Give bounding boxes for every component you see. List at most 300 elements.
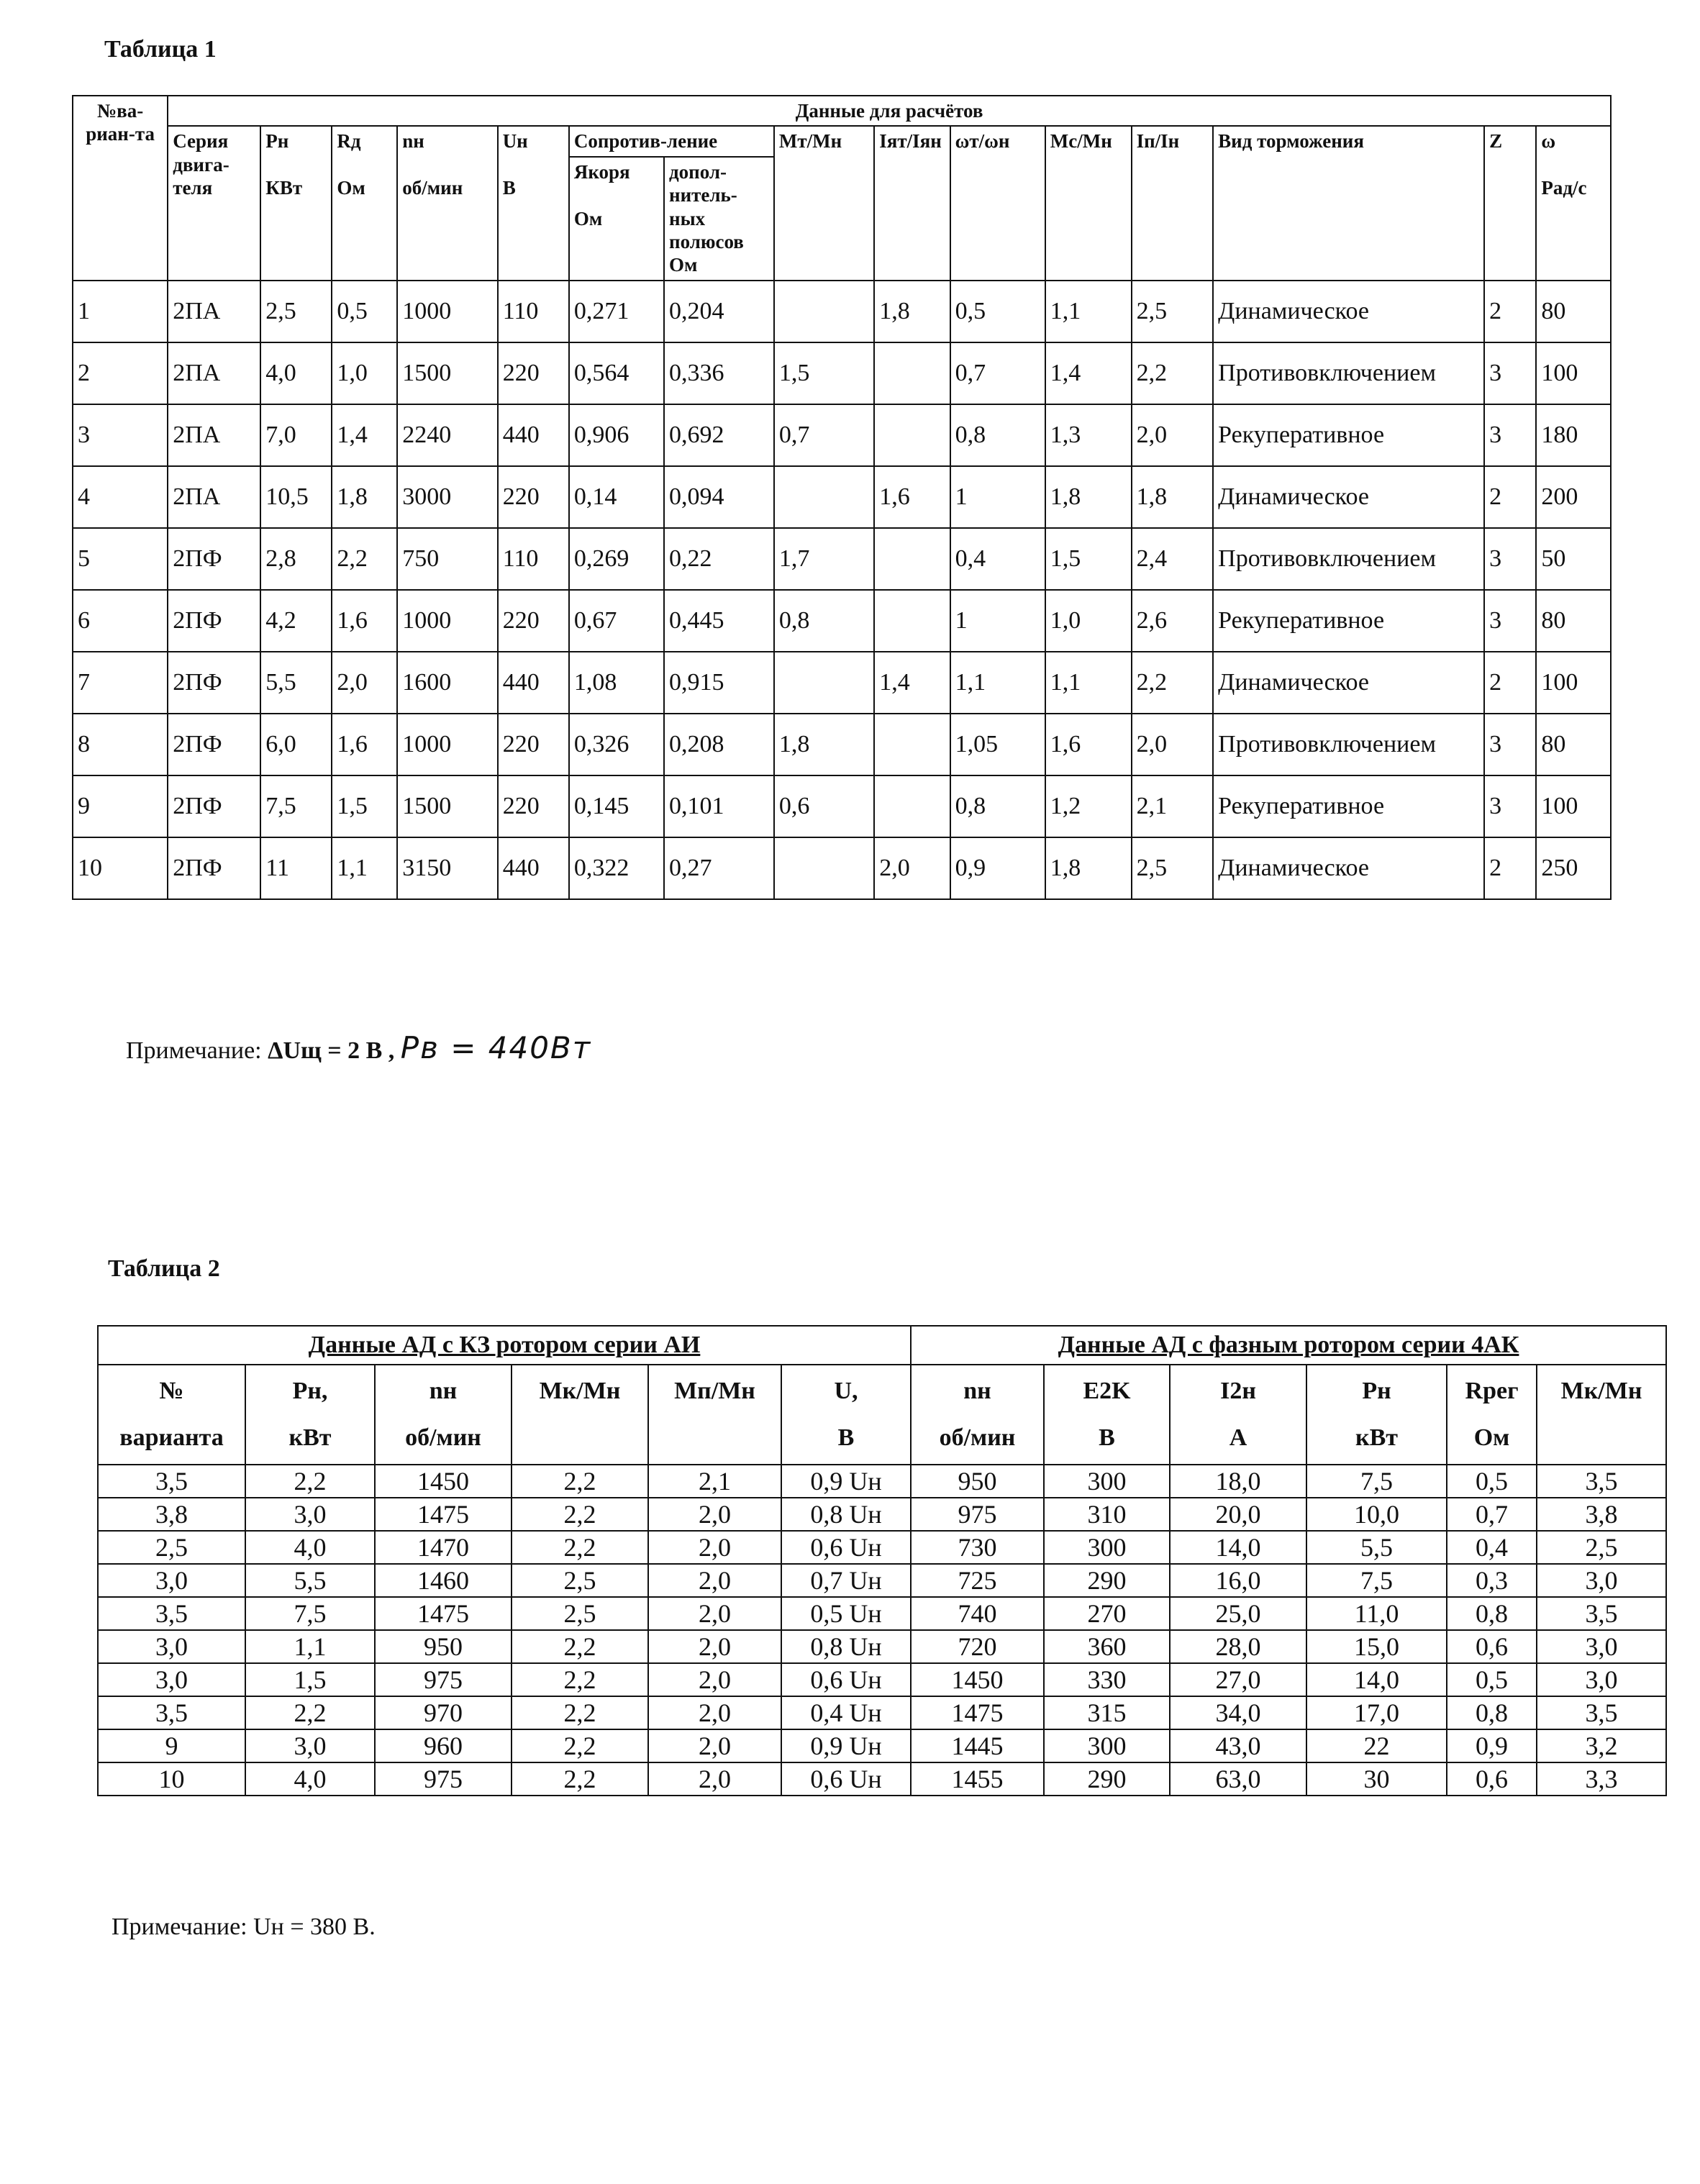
table-cell: 80: [1536, 590, 1611, 652]
note-formula: ΔUщ = 2 В ,: [268, 1037, 395, 1064]
table-cell: 1: [950, 466, 1045, 528]
table-cell: 100: [1536, 342, 1611, 404]
table-cell: Рекуперативное: [1213, 404, 1484, 466]
table-cell: [874, 590, 950, 652]
table-cell: 2ПФ: [168, 652, 260, 714]
table1-note: [126, 1030, 591, 1065]
table-cell: 3,5: [98, 1465, 245, 1498]
table-cell: Противовключением: [1213, 714, 1484, 775]
table-cell: 1,0: [1045, 590, 1132, 652]
header-pn2: Рн кВт: [1306, 1365, 1447, 1465]
table-cell: 3,0: [245, 1498, 375, 1531]
table-cell: 2ПФ: [168, 590, 260, 652]
table-cell: 2,5: [512, 1564, 648, 1597]
table-row: [73, 404, 1611, 466]
table-cell: 975: [375, 1663, 512, 1696]
table-row: [73, 342, 1611, 404]
table-cell: 0,8: [1447, 1597, 1537, 1630]
table-row: [98, 1762, 1666, 1796]
table-cell: 2,2: [512, 1663, 648, 1696]
table-row: [98, 1531, 1666, 1564]
table-cell: 0,14: [569, 466, 664, 528]
table-cell: 14,0: [1170, 1531, 1306, 1564]
table-row: [73, 837, 1611, 899]
table-cell: 2,0: [874, 837, 950, 899]
table-cell: 0,6: [1447, 1630, 1537, 1663]
table-cell: 2: [1484, 466, 1536, 528]
table-cell: 0,5 Uн: [781, 1597, 911, 1630]
table-cell: Динамическое: [1213, 466, 1484, 528]
table-cell: 300: [1044, 1465, 1170, 1498]
table2-caption: Таблица 2: [108, 1255, 220, 1282]
table-cell: 2,0: [648, 1531, 781, 1564]
table-cell: 0,094: [664, 466, 774, 528]
table-cell: 7,5: [260, 775, 332, 837]
table-cell: 2,2: [512, 1498, 648, 1531]
table-cell: 0,101: [664, 775, 774, 837]
table-cell: 0,9 Uн: [781, 1729, 911, 1762]
table-cell: 2,0: [332, 652, 397, 714]
table-cell: [774, 281, 874, 342]
table-cell: 3: [1484, 404, 1536, 466]
table-cell: 2ПА: [168, 404, 260, 466]
header-group-4ak: Данные АД с фазным ротором серии 4АК: [911, 1326, 1666, 1365]
table-cell: 22: [1306, 1729, 1447, 1762]
table-row: [98, 1564, 1666, 1597]
table-cell: 1460: [375, 1564, 512, 1597]
table-cell: 1,4: [332, 404, 397, 466]
table1-caption: Таблица 1: [104, 36, 217, 63]
table-cell: 2240: [397, 404, 497, 466]
table-cell: 28,0: [1170, 1630, 1306, 1663]
table-cell: 2,1: [1132, 775, 1214, 837]
table-cell: 1,5: [245, 1663, 375, 1696]
table-cell: 0,4: [1447, 1531, 1537, 1564]
header-nn2: nн об/мин: [911, 1365, 1044, 1465]
table-cell: 6,0: [260, 714, 332, 775]
table-cell: 34,0: [1170, 1696, 1306, 1729]
note-handwritten: Pв = 440Вт: [400, 1030, 592, 1065]
table-cell: 3,0: [98, 1564, 245, 1597]
table-cell: 110: [498, 281, 569, 342]
table-cell: 3: [1484, 714, 1536, 775]
table-cell: 2,0: [648, 1663, 781, 1696]
table-cell: 1,8: [774, 714, 874, 775]
table-cell: 300: [1044, 1531, 1170, 1564]
table-cell: 0,22: [664, 528, 774, 590]
table-cell: 1470: [375, 1531, 512, 1564]
table-cell: 3,0: [1537, 1630, 1666, 1663]
table-cell: 17,0: [1306, 1696, 1447, 1729]
table-cell: [874, 528, 950, 590]
table-cell: 950: [375, 1630, 512, 1663]
header-omega: ω Рад/с: [1536, 126, 1611, 280]
table-cell: 3: [1484, 775, 1536, 837]
table-cell: 1450: [911, 1663, 1044, 1696]
table-cell: 1,8: [1132, 466, 1214, 528]
table-cell: 220: [498, 466, 569, 528]
table-cell: 740: [911, 1597, 1044, 1630]
table-cell: 1,8: [1045, 466, 1132, 528]
table-cell: 0,4 Uн: [781, 1696, 911, 1729]
table-cell: 10: [73, 837, 168, 899]
table-cell: 6: [73, 590, 168, 652]
table-cell: 725: [911, 1564, 1044, 1597]
table-cell: 0,6 Uн: [781, 1762, 911, 1796]
table-cell: 2ПА: [168, 466, 260, 528]
table-cell: 7,5: [245, 1597, 375, 1630]
table-row: [98, 1663, 1666, 1696]
table-cell: 18,0: [1170, 1465, 1306, 1498]
table-cell: 8: [73, 714, 168, 775]
table-cell: 15,0: [1306, 1630, 1447, 1663]
table-cell: 2,0: [648, 1597, 781, 1630]
table-cell: [774, 466, 874, 528]
table-cell: 1445: [911, 1729, 1044, 1762]
table-cell: [874, 342, 950, 404]
table-cell: 1000: [397, 714, 497, 775]
table-cell: 975: [375, 1762, 512, 1796]
table-cell: 1,5: [774, 342, 874, 404]
table-cell: 3150: [397, 837, 497, 899]
table-cell: 3,5: [98, 1696, 245, 1729]
table-cell: 975: [911, 1498, 1044, 1531]
table-cell: 0,208: [664, 714, 774, 775]
table-cell: 1,6: [874, 466, 950, 528]
table-cell: 2,2: [1132, 652, 1214, 714]
table-cell: 27,0: [1170, 1663, 1306, 1696]
table-row: [73, 775, 1611, 837]
table-cell: 3,0: [245, 1729, 375, 1762]
table-cell: 1000: [397, 281, 497, 342]
table-cell: 1475: [911, 1696, 1044, 1729]
table-cell: 0,5: [332, 281, 397, 342]
table-cell: 3,5: [1537, 1465, 1666, 1498]
header-wt-wn: ωт/ωн: [950, 126, 1045, 280]
table-cell: 0,906: [569, 404, 664, 466]
table-cell: 80: [1536, 281, 1611, 342]
table-cell: 2ПФ: [168, 714, 260, 775]
table-cell: 50: [1536, 528, 1611, 590]
table-cell: 1,5: [332, 775, 397, 837]
table-row: [73, 652, 1611, 714]
table-cell: 0,6 Uн: [781, 1663, 911, 1696]
table-cell: 2,5: [98, 1531, 245, 1564]
header-group-ai: Данные АД с КЗ ротором серии АИ: [98, 1326, 911, 1365]
header-variant: №ва-риан-та: [73, 96, 168, 281]
table-cell: 7,5: [1306, 1564, 1447, 1597]
table-cell: 1,5: [1045, 528, 1132, 590]
table-cell: 960: [375, 1729, 512, 1762]
table-cell: 1,8: [1045, 837, 1132, 899]
table-cell: 80: [1536, 714, 1611, 775]
table-cell: [774, 652, 874, 714]
table-cell: 1,8: [332, 466, 397, 528]
table1: [72, 95, 1612, 900]
table-cell: 2,0: [1132, 404, 1214, 466]
table-cell: 1,6: [332, 590, 397, 652]
table-cell: 1450: [375, 1465, 512, 1498]
table-cell: 4,0: [260, 342, 332, 404]
table-cell: 220: [498, 775, 569, 837]
table-cell: 220: [498, 714, 569, 775]
table-cell: 0,5: [950, 281, 1045, 342]
table-cell: 2,2: [1132, 342, 1214, 404]
table-cell: 2ПФ: [168, 775, 260, 837]
header-pn: Рн, кВт: [245, 1365, 375, 1465]
table-row: [98, 1465, 1666, 1498]
table-cell: 0,67: [569, 590, 664, 652]
table-cell: 1455: [911, 1762, 1044, 1796]
table-cell: 2,1: [648, 1465, 781, 1498]
table-cell: 950: [911, 1465, 1044, 1498]
header-extra-poles: допол-нитель-ных полюсов Ом: [664, 157, 774, 281]
table-cell: 1,6: [332, 714, 397, 775]
table-cell: 970: [375, 1696, 512, 1729]
table-cell: 0,6: [1447, 1762, 1537, 1796]
table-cell: 0,692: [664, 404, 774, 466]
table-cell: 0,5: [1447, 1663, 1537, 1696]
table-cell: 1,1: [950, 652, 1045, 714]
table-cell: 0,9 Uн: [781, 1465, 911, 1498]
table-cell: 2,0: [648, 1762, 781, 1796]
table-cell: 0,9: [950, 837, 1045, 899]
table-cell: 11,0: [1306, 1597, 1447, 1630]
table-cell: 2ПФ: [168, 837, 260, 899]
table-cell: 4,0: [245, 1531, 375, 1564]
table-cell: 1,0: [332, 342, 397, 404]
header-mc-mn: Мс/Мн: [1045, 126, 1132, 280]
table-cell: Динамическое: [1213, 837, 1484, 899]
table-cell: 0,322: [569, 837, 664, 899]
table-cell: 0,7: [774, 404, 874, 466]
table-cell: 0,7: [1447, 1498, 1537, 1531]
table-cell: 3: [1484, 342, 1536, 404]
table-cell: 2,0: [648, 1729, 781, 1762]
table-cell: 10: [98, 1762, 245, 1796]
table-cell: 2,2: [512, 1762, 648, 1796]
table-cell: 3,0: [98, 1663, 245, 1696]
table-cell: Динамическое: [1213, 652, 1484, 714]
table-cell: 0,27: [664, 837, 774, 899]
table-cell: 7,5: [1306, 1465, 1447, 1498]
table-cell: 5,5: [245, 1564, 375, 1597]
table-cell: Рекуперативное: [1213, 590, 1484, 652]
header-nn: nн об/мин: [375, 1365, 512, 1465]
table-cell: Динамическое: [1213, 281, 1484, 342]
table-cell: 0,8: [1447, 1696, 1537, 1729]
table-row: [73, 590, 1611, 652]
table-cell: 2,0: [648, 1564, 781, 1597]
header-i2n: I2н А: [1170, 1365, 1306, 1465]
table-cell: 2,2: [512, 1630, 648, 1663]
table-cell: Противовключением: [1213, 342, 1484, 404]
table-cell: 2,0: [1132, 714, 1214, 775]
table-cell: 1,1: [1045, 281, 1132, 342]
table-cell: 0,145: [569, 775, 664, 837]
table-cell: 1,1: [245, 1630, 375, 1663]
header-variant: № варианта: [98, 1365, 245, 1465]
table-cell: 0,7: [950, 342, 1045, 404]
table-cell: 1500: [397, 342, 497, 404]
table-cell: 1: [950, 590, 1045, 652]
table-cell: 1,4: [1045, 342, 1132, 404]
table-cell: 3: [1484, 528, 1536, 590]
table-cell: 2ПА: [168, 342, 260, 404]
table-cell: 3,5: [1537, 1597, 1666, 1630]
table-cell: 3,5: [1537, 1696, 1666, 1729]
table-cell: 440: [498, 837, 569, 899]
table-cell: 1000: [397, 590, 497, 652]
table-row: [73, 466, 1611, 528]
table-cell: 0,7 Uн: [781, 1564, 911, 1597]
table-cell: 290: [1044, 1762, 1170, 1796]
table-cell: 0,6 Uн: [781, 1531, 911, 1564]
table-row: [73, 281, 1611, 342]
table-cell: 440: [498, 404, 569, 466]
table-cell: 440: [498, 652, 569, 714]
table-cell: 110: [498, 528, 569, 590]
table-cell: 2,8: [260, 528, 332, 590]
table-cell: 16,0: [1170, 1564, 1306, 1597]
header-e2k: E2K В: [1044, 1365, 1170, 1465]
table-cell: 2,5: [260, 281, 332, 342]
header-braking: Вид торможения: [1213, 126, 1484, 280]
table-cell: 1,8: [874, 281, 950, 342]
table-cell: 1,4: [874, 652, 950, 714]
table-cell: 0,8 Uн: [781, 1498, 911, 1531]
table2: [97, 1325, 1667, 1796]
header-rreg: Rрег Ом: [1447, 1365, 1537, 1465]
header-un: Uн В: [498, 126, 569, 280]
table-cell: 720: [911, 1630, 1044, 1663]
header-ip-in: Iп/Iн: [1132, 126, 1214, 280]
table-cell: 220: [498, 342, 569, 404]
header-mt-mn: Мт/Мн: [774, 126, 874, 280]
table-row: [73, 714, 1611, 775]
table-cell: Рекуперативное: [1213, 775, 1484, 837]
table-cell: 0,8: [774, 590, 874, 652]
table-cell: 2,2: [512, 1465, 648, 1498]
table-cell: 1,05: [950, 714, 1045, 775]
table-cell: 250: [1536, 837, 1611, 899]
table-cell: 0,269: [569, 528, 664, 590]
table-cell: 200: [1536, 466, 1611, 528]
table-cell: 20,0: [1170, 1498, 1306, 1531]
table-cell: 0,564: [569, 342, 664, 404]
table-cell: 2,0: [648, 1630, 781, 1663]
table-cell: 2,5: [1132, 837, 1214, 899]
table-cell: 1500: [397, 775, 497, 837]
table-cell: 0,8: [950, 775, 1045, 837]
table-cell: 3: [73, 404, 168, 466]
table-cell: 11: [260, 837, 332, 899]
table-cell: 63,0: [1170, 1762, 1306, 1796]
table-cell: 2,2: [512, 1696, 648, 1729]
header-pn: Рн КВт: [260, 126, 332, 280]
table-cell: 0,8 Uн: [781, 1630, 911, 1663]
header-u: U, В: [781, 1365, 911, 1465]
table-row: [73, 528, 1611, 590]
table-cell: 2,2: [245, 1696, 375, 1729]
table-cell: 1600: [397, 652, 497, 714]
table-cell: 10,0: [1306, 1498, 1447, 1531]
header-z: Z: [1484, 126, 1536, 280]
table-cell: 3,0: [98, 1630, 245, 1663]
table-cell: 750: [397, 528, 497, 590]
table-cell: 360: [1044, 1630, 1170, 1663]
table-cell: 315: [1044, 1696, 1170, 1729]
table-cell: 3000: [397, 466, 497, 528]
table-cell: 0,6: [774, 775, 874, 837]
table-cell: 5,5: [1306, 1531, 1447, 1564]
table-cell: [874, 775, 950, 837]
table-cell: 4: [73, 466, 168, 528]
table-cell: 2,2: [512, 1531, 648, 1564]
note-label: Примечание:: [126, 1037, 262, 1064]
table-cell: 1475: [375, 1498, 512, 1531]
header-it-in: Iят/Iян: [874, 126, 950, 280]
table-cell: 310: [1044, 1498, 1170, 1531]
header-resistance: Сопротив-ление: [569, 126, 774, 156]
table-cell: 2ПА: [168, 281, 260, 342]
table-cell: 100: [1536, 652, 1611, 714]
table-cell: 1,3: [1045, 404, 1132, 466]
table-cell: 3,3: [1537, 1762, 1666, 1796]
table-cell: 3,0: [1537, 1564, 1666, 1597]
table-row: [98, 1630, 1666, 1663]
header-nn: nн об/мин: [397, 126, 497, 280]
table-cell: 330: [1044, 1663, 1170, 1696]
table-cell: 290: [1044, 1564, 1170, 1597]
table-cell: 1,2: [1045, 775, 1132, 837]
table-cell: 9: [73, 775, 168, 837]
table-cell: 2,6: [1132, 590, 1214, 652]
table-cell: 0,336: [664, 342, 774, 404]
table-cell: 2,2: [245, 1465, 375, 1498]
table-cell: 0,271: [569, 281, 664, 342]
table-cell: 1: [73, 281, 168, 342]
table-cell: 0,8: [950, 404, 1045, 466]
table-cell: 30: [1306, 1762, 1447, 1796]
table-cell: 14,0: [1306, 1663, 1447, 1696]
table-cell: 2,2: [332, 528, 397, 590]
table-row: [98, 1696, 1666, 1729]
table-cell: 3,5: [98, 1597, 245, 1630]
table-cell: 270: [1044, 1597, 1170, 1630]
table-cell: 180: [1536, 404, 1611, 466]
table-cell: 1,7: [774, 528, 874, 590]
table-cell: 1,08: [569, 652, 664, 714]
table-cell: 4,0: [245, 1762, 375, 1796]
table-cell: 2: [1484, 837, 1536, 899]
table-cell: 0,445: [664, 590, 774, 652]
table-cell: 3: [1484, 590, 1536, 652]
table-cell: 2,4: [1132, 528, 1214, 590]
header-mk-mn: Мк/Мн: [512, 1365, 648, 1465]
table-row: [98, 1498, 1666, 1531]
table-cell: 2: [73, 342, 168, 404]
table-cell: 2: [1484, 652, 1536, 714]
table-cell: 4,2: [260, 590, 332, 652]
table2-note: Примечание: Uн = 380 В.: [112, 1914, 376, 1940]
table-cell: [874, 404, 950, 466]
table-row: [98, 1729, 1666, 1762]
table-cell: 300: [1044, 1729, 1170, 1762]
table-cell: 3,2: [1537, 1729, 1666, 1762]
table-cell: 1,6: [1045, 714, 1132, 775]
table-cell: 2,2: [512, 1729, 648, 1762]
